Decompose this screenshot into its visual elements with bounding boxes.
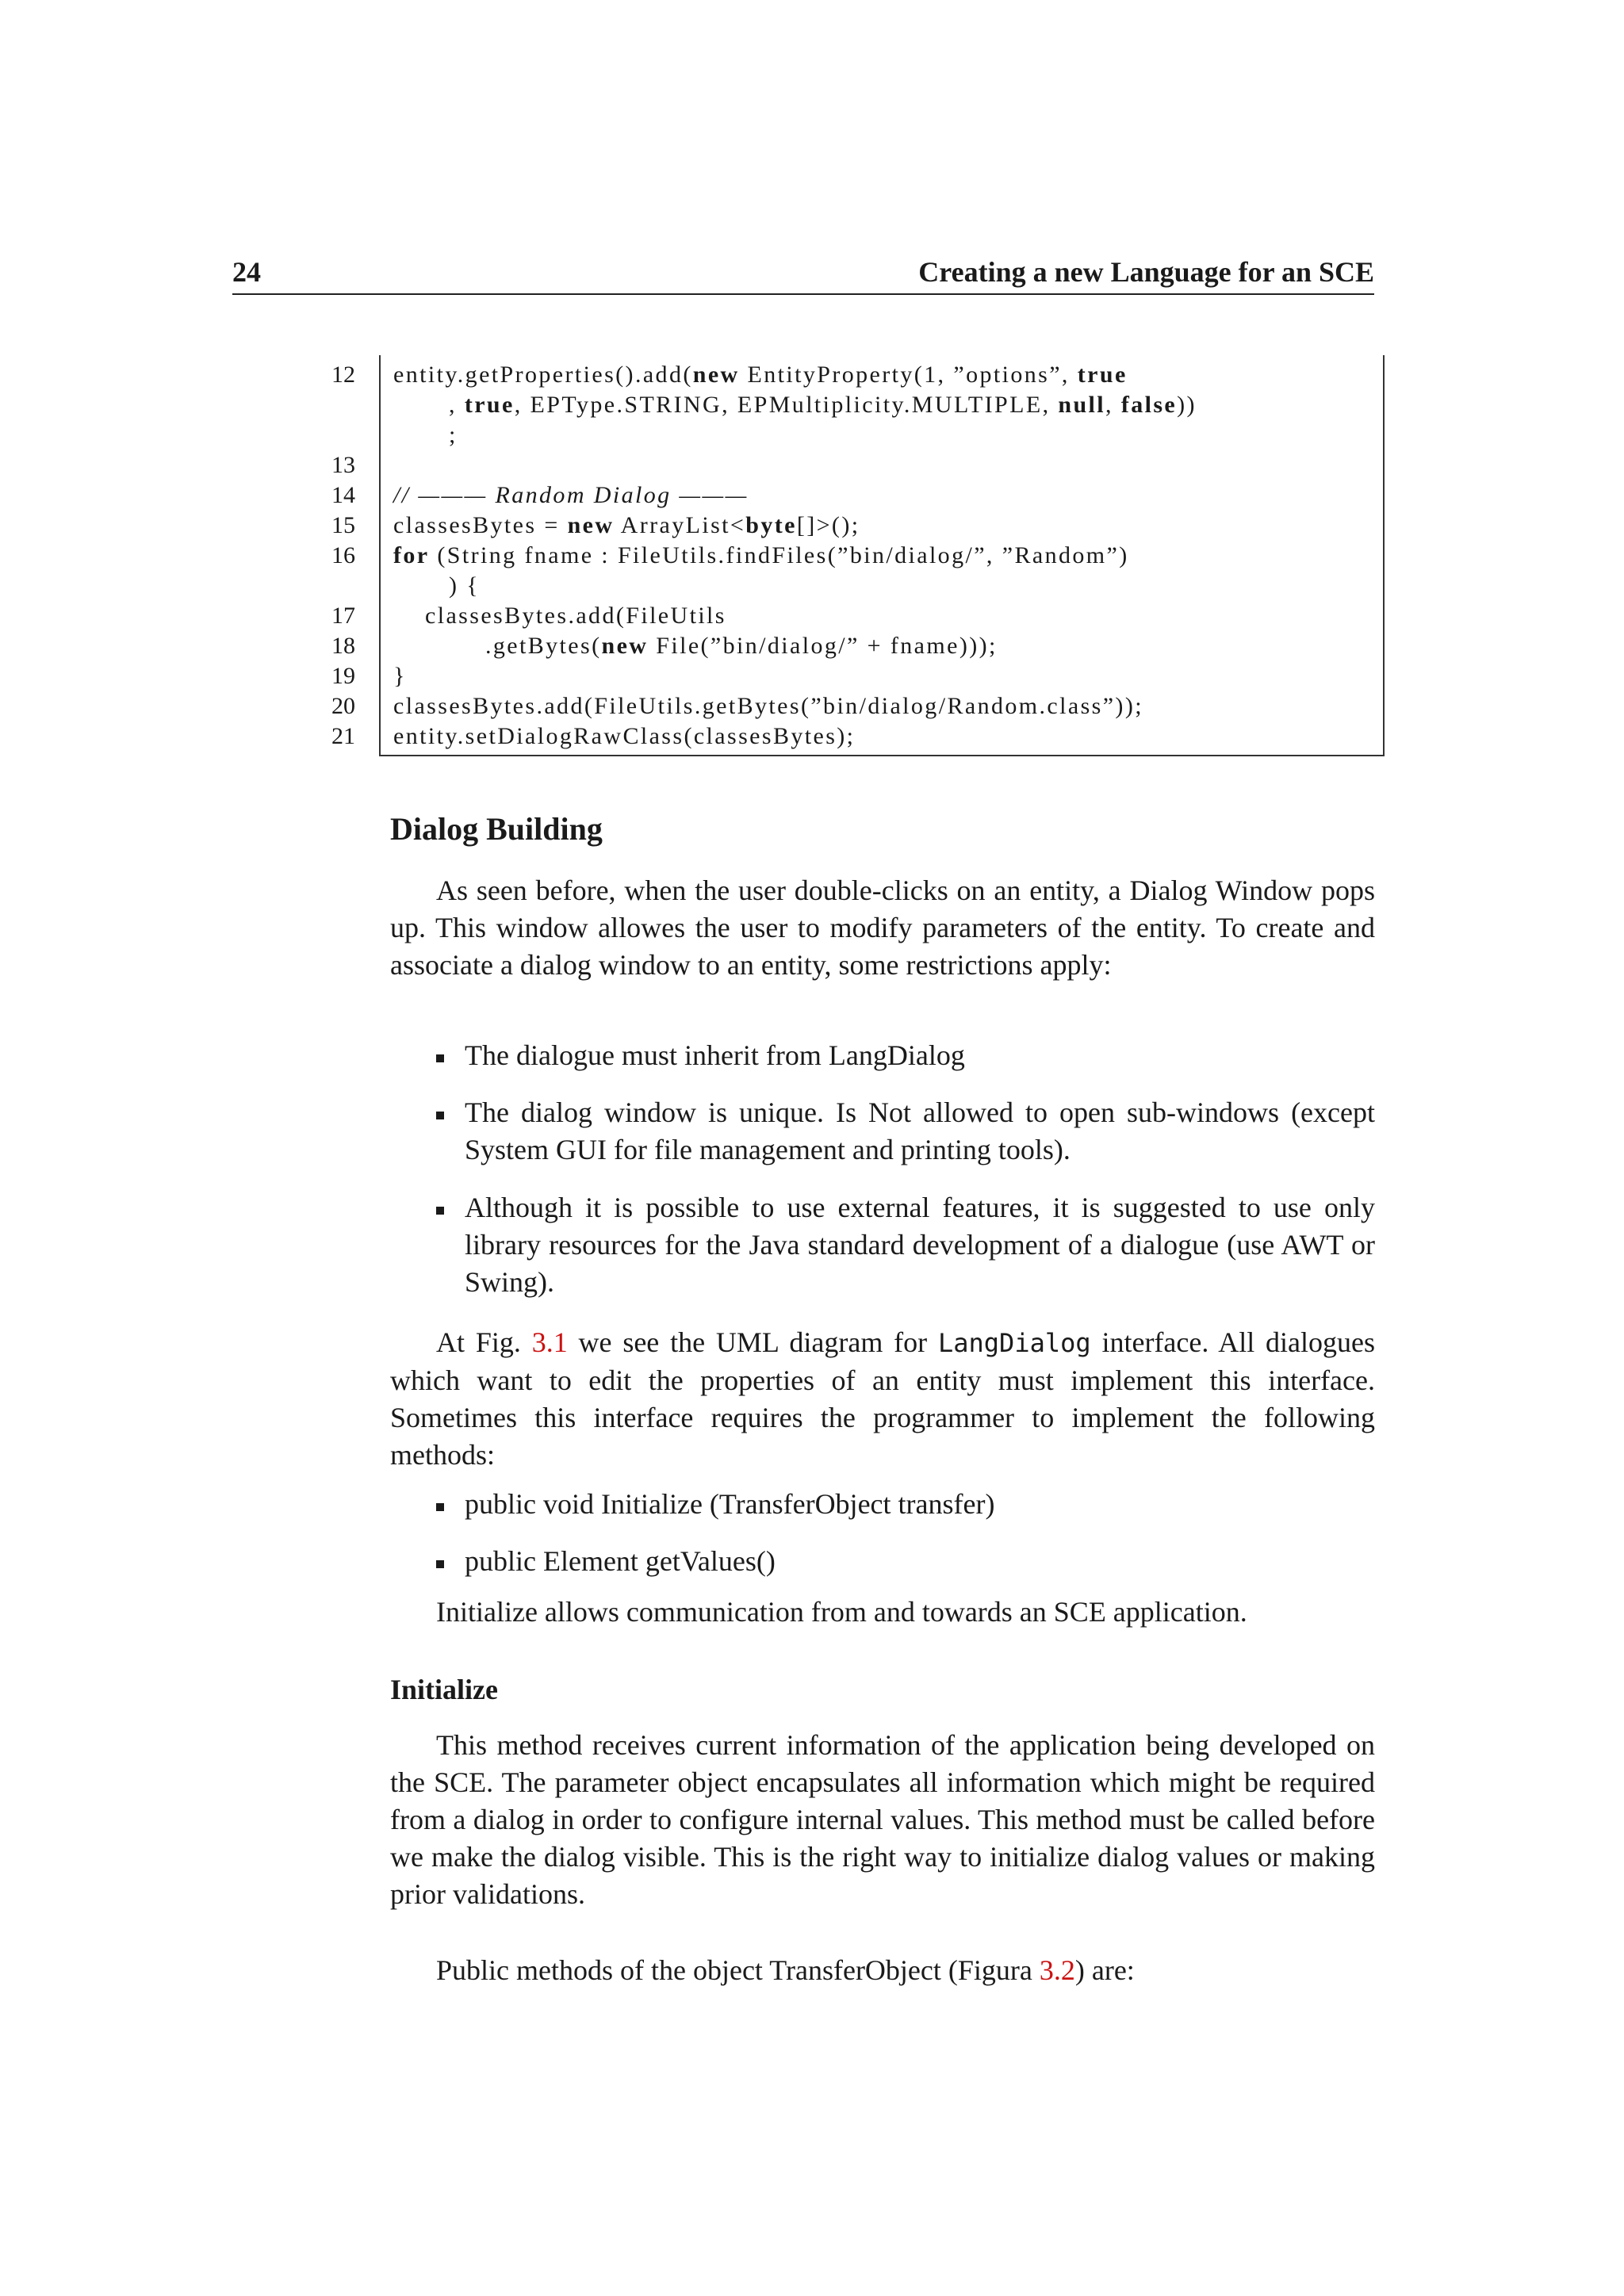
line-number: 18 <box>331 633 355 659</box>
line-number: 19 <box>331 663 355 689</box>
line-number: 16 <box>331 542 355 568</box>
code-line-13 <box>331 452 1364 482</box>
initialize-paragraph: This method receives current information of the application being developed on the SCE. The parameter object encapsulates all information which might be required from a dialog in order to configure internal values. This method must be called before we make the dialog visible. This is the right way to initialize dialog values or making prior validations. <box>390 1729 1375 1910</box>
restrictions-list-2 <box>435 1094 1375 1169</box>
line-number: 21 <box>331 723 355 749</box>
code-text: , true, EPType.STRING, EPMultiplicity.MULTIPLE, null, false)) <box>449 392 1197 418</box>
page-number: 24 <box>232 256 261 288</box>
code-line-17 <box>331 603 1364 633</box>
code-line-12 <box>331 362 1364 392</box>
code-text: .getBytes(new File(”bin/dialog/” + fname))); <box>485 633 998 659</box>
restrictions-list-3 <box>435 1189 1375 1301</box>
code-text: } <box>393 663 407 689</box>
code-line-12-cont <box>381 392 1364 422</box>
list-item: public void Initialize (TransferObject transfer) <box>435 1486 1375 1523</box>
line-number: 15 <box>331 512 355 538</box>
figure-ref-link[interactable]: 3.2 <box>1039 1954 1075 1986</box>
code-line-16 <box>331 542 1364 572</box>
code-listing <box>331 355 1385 756</box>
code-line-20 <box>331 693 1364 723</box>
section-heading: Dialog Building <box>390 811 603 847</box>
code-line-21 <box>331 723 1364 753</box>
line-number: 14 <box>331 482 355 508</box>
subsection-heading: Initialize <box>390 1674 498 1705</box>
code-line-12-cont2 <box>381 422 1364 452</box>
methods-list-2 <box>435 1543 1375 1580</box>
list-item: The dialogue must inherit from LangDialog <box>435 1037 1375 1074</box>
figure-ref-link[interactable]: 3.1 <box>531 1326 568 1358</box>
uml-paragraph: At Fig. 3.1 we see the UML diagram for LangDialog interface. All dialogues which want to edit the properties of an entity must implement this interface. Sometimes this interface requires the programmer to implement the following methods: <box>390 1326 1375 1471</box>
code-text: ) { <box>449 572 481 599</box>
methods-list <box>435 1486 1375 1523</box>
code-comment: // ——— Random Dialog ——— <box>393 482 749 508</box>
list-item: Although it is possible to use external features, it is suggested to use only library resources for the Java standard development of a dialogue (use AWT or Swing). <box>435 1189 1375 1301</box>
code-line-14 <box>331 482 1364 512</box>
code-line-18 <box>331 633 1364 663</box>
code-text: classesBytes.add(FileUtils <box>425 603 726 629</box>
code-text: entity.getProperties().add(new EntityProperty(1, ”options”, true <box>393 362 1128 388</box>
list-item: The dialog window is unique. Is Not allowed to open sub-windows (except System GUI for file management and printing tools). <box>435 1094 1375 1169</box>
line-number: 20 <box>331 693 355 719</box>
restrictions-list <box>435 1037 1375 1074</box>
line-number: 12 <box>331 362 355 388</box>
public-methods-paragraph: Public methods of the object TransferObject (Figura 3.2) are: <box>436 1954 1135 1986</box>
code-text: classesBytes.add(FileUtils.getBytes(”bin/dialog/Random.class”)); <box>393 693 1143 719</box>
line-number: 17 <box>331 603 355 629</box>
code-line-15 <box>331 512 1364 542</box>
code-text: ; <box>449 422 458 448</box>
code-text: entity.setDialogRawClass(classesBytes); <box>393 723 856 749</box>
running-header <box>232 255 1374 295</box>
code-line-16-cont <box>381 572 1364 603</box>
intro-paragraph: As seen before, when the user double-clicks on an entity, a Dialog Window pops up. This window allowes the user to modify parameters of the entity. To create and associate a dialog window to an entity, some restrictions apply: <box>390 874 1375 981</box>
inline-code: LangDialog <box>937 1328 1091 1358</box>
code-line-19 <box>331 663 1364 693</box>
initialize-note: Initialize allows communication from and towards an SCE application. <box>436 1596 1247 1628</box>
code-text: for (String fname : FileUtils.findFiles(”bin/dialog/”, ”Random”) <box>393 542 1129 568</box>
list-item: public Element getValues() <box>435 1543 1375 1580</box>
line-number: 13 <box>331 452 355 478</box>
code-text: classesBytes = new ArrayList<byte[]>(); <box>393 512 860 538</box>
running-title: Creating a new Language for an SCE <box>918 256 1374 288</box>
